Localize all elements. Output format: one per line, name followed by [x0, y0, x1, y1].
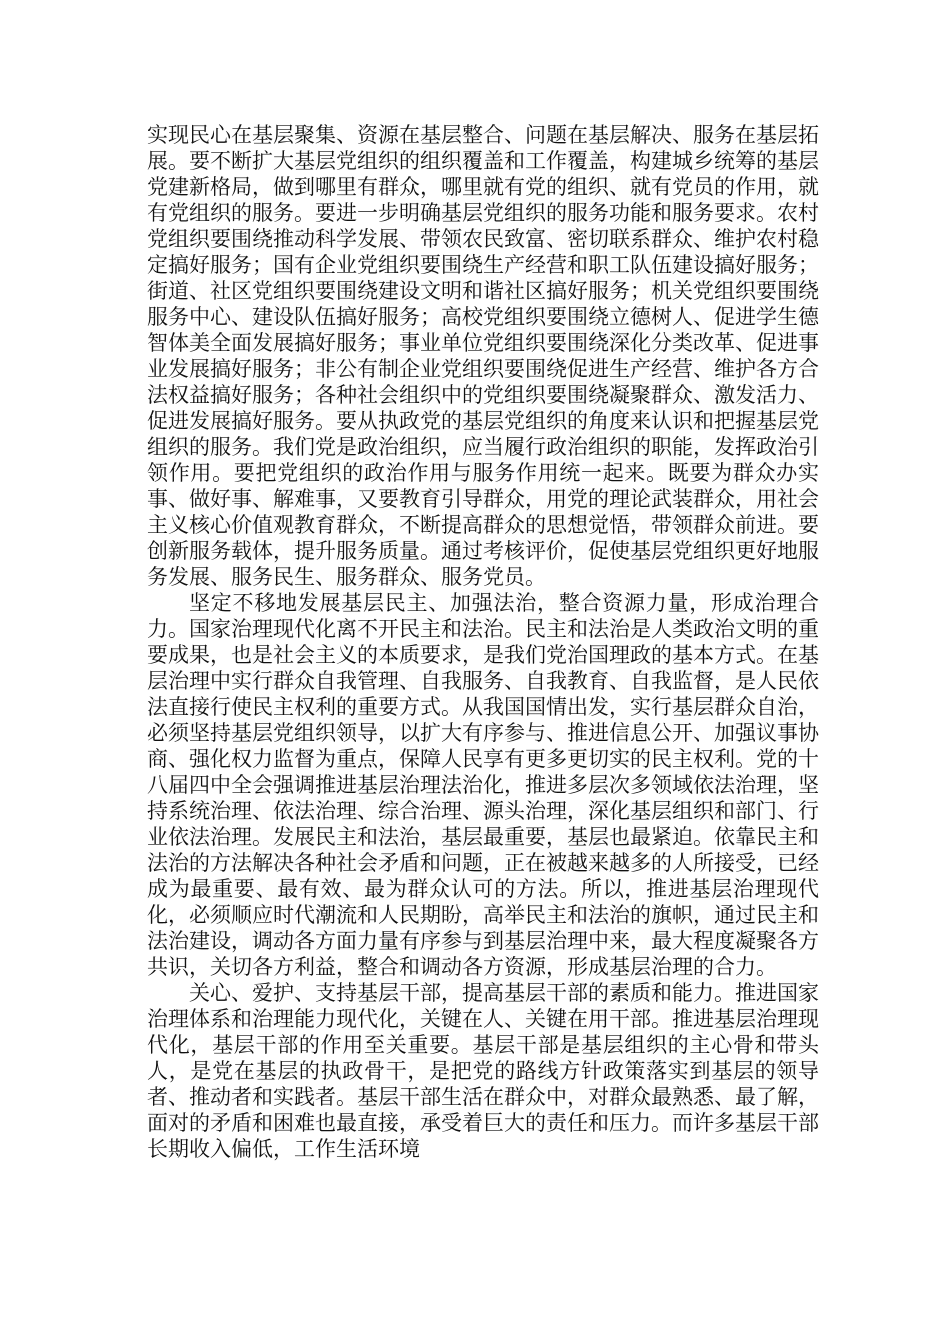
document-body [147, 122, 819, 1162]
paragraph-service-function: 实现民心在基层聚集、资源在基层整合、问题在基层解决、服务在基层拓展。要不断扩大基层党组织的组织覆盖和工作覆盖，构建城乡统筹的基层党建新格局，做到哪里有群众，哪里就有党的组织、就有党员的作用，就有党组织的服务。要进一步明确基层党组织的服务功能和服务要求。农村党组织要围绕推动科学发展、带领农民致富、密切联系群众、维护农村稳定搞好服务；国有企业党组织要围绕生产经营和职工队伍建设搞好服务；街道、社区党组织要围绕建设文明和谐社区搞好服务；机关党组织要围绕服务中心、建设队伍搞好服务；高校党组织要围绕立德树人、促进学生德智体美全面发展搞好服务；事业单位党组织要围绕深化分类改革、促进事业发展搞好服务；非公有制企业党组织要围绕促进生产经营、维护各方合法权益搞好服务；各种社会组织中的党组织要围绕凝聚群众、激发活力、促进发展搞好服务。要从执政党的基层党组织的角度来认识和把握基层党组织的服务。我们党是政治组织，应当履行政治组织的职能，发挥政治引领作用。要把党组织的政治作用与服务作用统一起来。既要为群众办实事、做好事、解难事，又要教育引导群众，用党的理论武装群众，用社会主义核心价值观教育群众，不断提高群众的思想觉悟，带领群众前进。要创新服务载体，提升服务质量。通过考核评价，促使基层党组织更好地服务发展、服务民生、服务群众、服务党员。 [147, 123, 819, 589]
paragraph-grassroots-cadres: 关心、爱护、支持基层干部，提高基层干部的素质和能力。推进国家治理体系和治理能力现代化，关键在人、关键在用干部。推进基层治理现代化，基层干部的作用至关重要。基层干部是基层组织的主心骨和带头人，是党在基层的执政骨干，是把党的路线方针政策落实到基层的领导者、推动者和实践者。基层干部生活在群众中，对群众最熟悉、最了解，面对的矛盾和困难也最直接，承受着巨大的责任和压力。而许多基层干部长期收入偏低，工作生活环境 [147, 981, 819, 1161]
paragraph-democracy-rule-of-law: 坚定不移地发展基层民主、加强法治，整合资源力量，形成治理合力。国家治理现代化离不开民主和法治。民主和法治是人类政治文明的重要成果，也是社会主义的本质要求，是我们党治国理政的基本方式。在基层治理中实行群众自我管理、自我服务、自我教育、自我监督，是人民依法直接行使民主权利的重要方式。从我国国情出发，实行基层群众自治，必须坚持基层党组织领导，以扩大有序参与、推进信息公开、加强议事协商、强化权力监督为重点，保障人民享有更多更切实的民主权利。党的十八届四中全会强调推进基层治理法治化，推进多层次多领域依法治理，坚持系统治理、依法治理、综合治理、源头治理，深化基层组织和部门、行业依法治理。发展民主和法治，基层最重要，基层也最紧迫。依靠民主和法治的方法解决各种社会矛盾和问题，正在被越来越多的人所接受，已经成为最重要、最有效、最为群众认可的方法。所以，推进基层治理现代化，必须顺应时代潮流和人民期盼，高举民主和法治的旗帜，通过民主和法治建设，调动各方面力量有序参与到基层治理中来，最大程度凝聚各方共识，关切各方利益，整合和调动各方资源，形成基层治理的合力。 [147, 591, 819, 979]
